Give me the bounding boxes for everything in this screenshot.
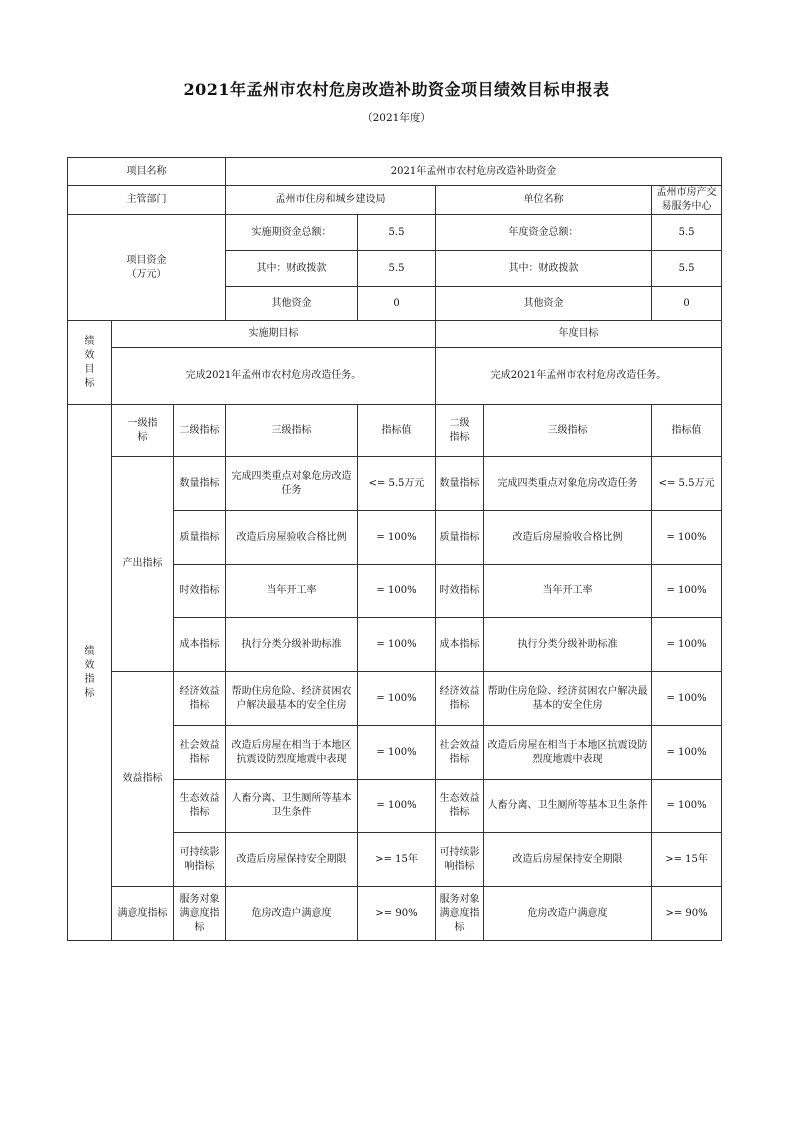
- funds-label: [68, 215, 226, 321]
- funds-fiscal-label: 其中：财政拨款: [226, 251, 358, 287]
- table-row: [68, 457, 722, 511]
- row-l2-year: 生态效益指标: [436, 780, 484, 833]
- row-l3: 危房改造户满意度: [226, 887, 358, 941]
- funds-year-total-value: 5.5: [652, 215, 722, 251]
- row-l2-year: 质量指标: [436, 511, 484, 565]
- header-level3-year: 三级指标: [484, 405, 652, 457]
- row-val: >= 90%: [358, 887, 436, 941]
- row-l3-year: 改造后房屋在相当于本地区抗震设防烈度地震中表现: [484, 726, 652, 780]
- row-l2: 生态效益指标: [174, 780, 226, 833]
- row-val-year: = 100%: [652, 726, 722, 780]
- row-l2: 服务对象满意度指标: [174, 887, 226, 941]
- row-l3: 改造后房屋在相当于本地区抗震设防烈度地震中表现: [226, 726, 358, 780]
- funds-fiscal-value: 5.5: [358, 251, 436, 287]
- row-val: <= 5.5万元: [358, 457, 436, 511]
- row-l2-year: 社会效益指标: [436, 726, 484, 780]
- row-l3: 改造后房屋验收合格比例: [226, 511, 358, 565]
- row-l3-year: 改造后房屋保持安全期限: [484, 833, 652, 887]
- goals-year-text: 完成2021年孟州市农村危房改造任务。: [436, 348, 722, 405]
- row-l3-year: 完成四类重点对象危房改造任务: [484, 457, 652, 511]
- row-l2: 时效指标: [174, 565, 226, 618]
- row-l3: 改造后房屋保持安全期限: [226, 833, 358, 887]
- header-level2-year: 二级指标: [436, 405, 484, 457]
- row-val-year: = 100%: [652, 618, 722, 672]
- unit-value: 孟州市房产交易服务中心: [652, 186, 722, 215]
- row-val-year: >= 15年: [652, 833, 722, 887]
- funds-label-line2: （万元）: [126, 268, 167, 280]
- row-l3-year: 危房改造户满意度: [484, 887, 652, 941]
- funds-year-fiscal-value: 5.5: [652, 251, 722, 287]
- row-val: = 100%: [358, 780, 436, 833]
- funds-year-fiscal-label: 其中：财政拨款: [436, 251, 652, 287]
- funds-year-other-label: 其他资金: [436, 287, 652, 321]
- header-level2: 二级指标: [174, 405, 226, 457]
- indicators-side-label: 绩效指标: [68, 405, 112, 941]
- funds-total-value: 5.5: [358, 215, 436, 251]
- row-l3-year: 执行分类分级补助标准: [484, 618, 652, 672]
- header-value-year: 指标值: [652, 405, 722, 457]
- funds-label-line1: 项目资金: [126, 254, 167, 266]
- dept-value: 孟州市住房和城乡建设局: [226, 186, 436, 215]
- row-l2-year: 时效指标: [436, 565, 484, 618]
- page-subtitle: （2021年度）: [362, 112, 431, 124]
- row-l3: 完成四类重点对象危房改造任务: [226, 457, 358, 511]
- row-l3-year: 改造后房屋验收合格比例: [484, 511, 652, 565]
- row-l2-year: 成本指标: [436, 618, 484, 672]
- goals-period-text: 完成2021年孟州市农村危房改造任务。: [112, 348, 436, 405]
- row-l3: 执行分类分级补助标准: [226, 618, 358, 672]
- row-l3-year: 帮助住房危险、经济贫困农户解决最基本的安全住房: [484, 672, 652, 726]
- row-val: >= 15年: [358, 833, 436, 887]
- group-output: 产出指标: [112, 457, 174, 672]
- header-value: 指标值: [358, 405, 436, 457]
- row-l3: 当年开工率: [226, 565, 358, 618]
- funds-total-label: 实施期资金总额：: [226, 215, 358, 251]
- row-val: = 100%: [358, 726, 436, 780]
- funds-other-label: 其他资金: [226, 287, 358, 321]
- header-level1: 一级指标: [112, 405, 174, 457]
- row-l3: 人畜分离、卫生厕所等基本卫生条件: [226, 780, 358, 833]
- row-l2: 可持续影响指标: [174, 833, 226, 887]
- goals-period-header: 实施期目标: [112, 321, 436, 348]
- funds-other-value: 0: [358, 287, 436, 321]
- dept-label: 主管部门: [68, 186, 226, 215]
- row-val: = 100%: [358, 565, 436, 618]
- row-l3-year: 人畜分离、卫生厕所等基本卫生条件: [484, 780, 652, 833]
- row-val-year: <= 5.5万元: [652, 457, 722, 511]
- group-satisfaction: 满意度指标: [112, 887, 174, 941]
- row-l2: 质量指标: [174, 511, 226, 565]
- project-name-label: 项目名称: [68, 158, 226, 186]
- table-row: [68, 887, 722, 941]
- row-l3: 帮助住房危险、经济贫困农户解决最基本的安全住房: [226, 672, 358, 726]
- goals-side-label: 绩效目标: [68, 321, 112, 405]
- row-l2-year: 经济效益指标: [436, 672, 484, 726]
- row-val-year: >= 90%: [652, 887, 722, 941]
- row-val-year: = 100%: [652, 672, 722, 726]
- unit-label: 单位名称: [436, 186, 652, 215]
- row-val-year: = 100%: [652, 511, 722, 565]
- row-l2-year: 服务对象满意度指标: [436, 887, 484, 941]
- row-l2: 成本指标: [174, 618, 226, 672]
- performance-form-table: [67, 157, 722, 941]
- funds-year-total-label: 年度资金总额：: [436, 215, 652, 251]
- project-name-value: 2021年孟州市农村危房改造补助资金: [226, 158, 722, 186]
- row-val: = 100%: [358, 511, 436, 565]
- goals-year-header: 年度目标: [436, 321, 722, 348]
- row-l2-year: 可持续影响指标: [436, 833, 484, 887]
- row-l2: 社会效益指标: [174, 726, 226, 780]
- row-val-year: = 100%: [652, 780, 722, 833]
- row-val-year: = 100%: [652, 565, 722, 618]
- row-l2-year: 数量指标: [436, 457, 484, 511]
- row-l2: 经济效益指标: [174, 672, 226, 726]
- row-l3-year: 当年开工率: [484, 565, 652, 618]
- row-val: = 100%: [358, 618, 436, 672]
- page-title: 2021年孟州市农村危房改造补助资金项目绩效目标申报表: [183, 80, 610, 99]
- row-val: = 100%: [358, 672, 436, 726]
- group-benefit: 效益指标: [112, 672, 174, 887]
- funds-year-other-value: 0: [652, 287, 722, 321]
- table-row: [68, 672, 722, 726]
- header-level3: 三级指标: [226, 405, 358, 457]
- row-l2: 数量指标: [174, 457, 226, 511]
